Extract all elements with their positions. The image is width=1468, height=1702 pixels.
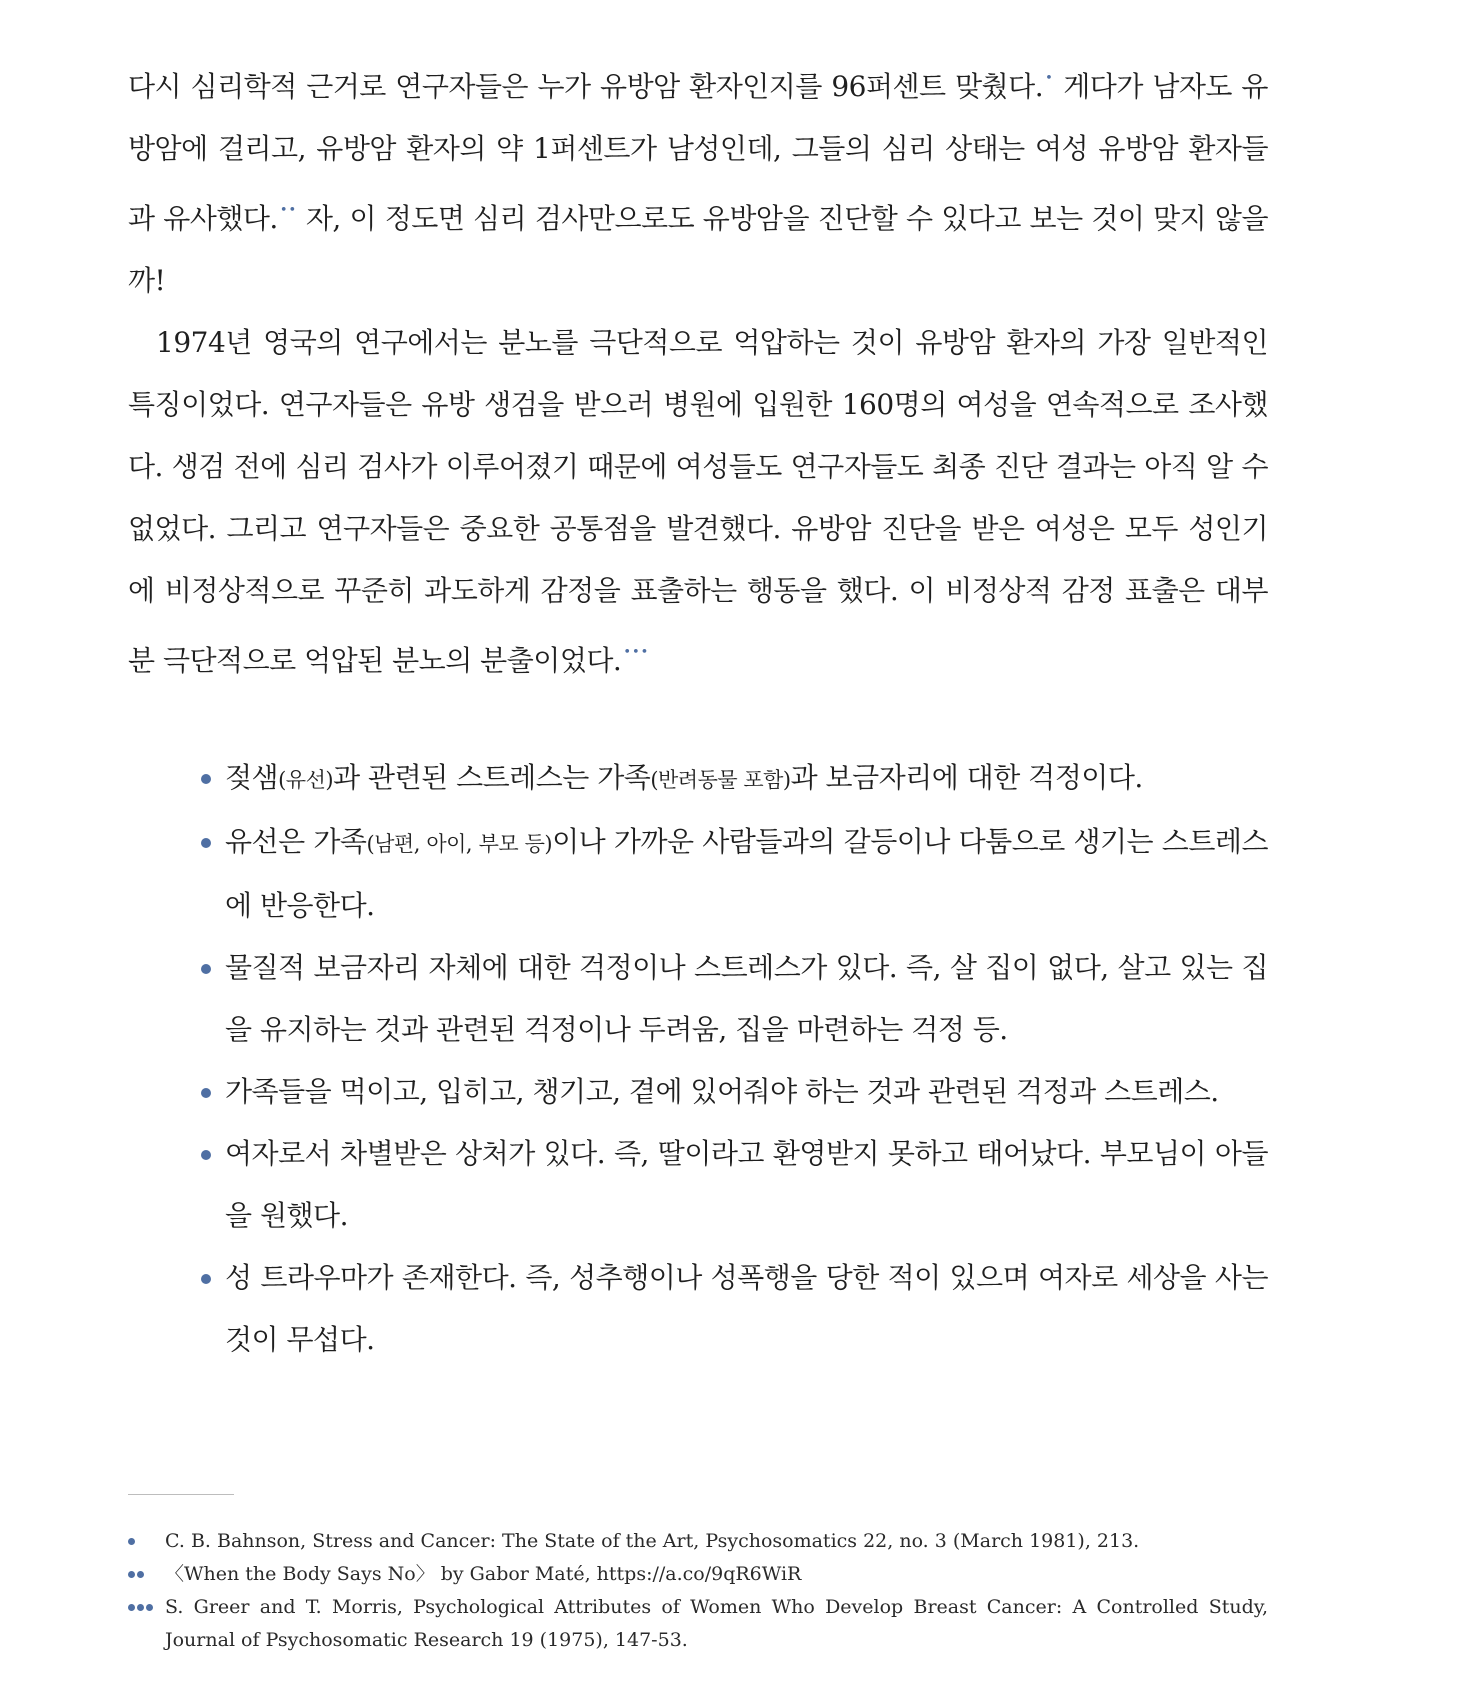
bullet-dot-icon [201,838,211,848]
article-body [128,48,1268,1371]
footnote-ref-1[interactable]: • [1045,71,1054,86]
footnote-dot-icon [128,1571,144,1578]
paragraph-1: 다시 심리학적 근거로 연구자들은 누가 유방암 환자인지를 96퍼센트 맞췄다. • 게다가 남자도 유방암에 걸리고, 유방암 환자의 약 1퍼센트가 남성인데, 그들의 심리 상태는 여성 유방암 환자들과 유사했다. •• 자, 이 정도면 심리 검사만으로도 유방암을 진단할 수 있다고 보는 것이 맞지 않을까! [128,70,1268,297]
footnote-2: 〈When the Body Says No〉 by Gabor Maté, https://a.co/9qR6WiR [128,1558,1268,1591]
list-item: 유선은 가족(남편, 아이, 부모 등)이나 가까운 사람들과의 갈등이나 다툼으로 생기는 스트레스에 반응한다. [225,811,1268,937]
paragraph-2: 1974년 영국의 연구에서는 분노를 극단적으로 억압하는 것이 유방암 환자의 가장 일반적인 특징이었다. 연구자들은 유방 생검을 받으러 병원에 입원한 160명의 여성을 연속적으로 조사했다. 생검 전에 심리 검사가 이루어졌기 때문에 여성들도 연구자들도 최종 진단 결과는 아직 알 수 없었다. 그리고 연구자들은 중요한 공통점을 발견했다. 유방암 진단을 받은 여성은 모두 성인기에 비정상적으로 꾸준히 과도하게 감정을 표출하는 행동을 했다. 이 비정상적 감정 표출은 대부분 극단적으로 억압된 분노의 분출이었다. ••• [128,326,1268,677]
footnote-dot-icon [128,1604,153,1611]
footnotes [128,1525,1268,1657]
list-item: 여자로서 차별받은 상처가 있다. 즉, 딸이라고 환영받지 못하고 태어났다. 부모님이 아들을 원했다. [225,1123,1268,1247]
footnote-divider [128,1494,234,1495]
list-item: 성 트라우마가 존재한다. 즉, 성추행이나 성폭행을 당한 적이 있으며 여자로 세상을 사는 것이 무섭다. [225,1247,1268,1371]
footnote-1: C. B. Bahnson, Stress and Cancer: The State of the Art, Psychosomatics 22, no. 3 (March 1981), 213. [128,1525,1268,1558]
bullet-dot-icon [201,1088,211,1098]
bullet-dot-icon [201,1274,211,1284]
footnote-dot-icon [128,1538,135,1545]
list-item: 가족들을 먹이고, 입히고, 챙기고, 곁에 있어줘야 하는 것과 관련된 걱정과 스트레스. [225,1061,1268,1123]
list-item: 젖샘(유선)과 관련된 스트레스는 가족(반려동물 포함)과 보금자리에 대한 걱정이다. [225,747,1268,811]
footnote-3: S. Greer and T. Morris, Psychological Attributes of Women Who Develop Breast Cancer: A Controlled Study, Journal of Psychosomatic Research 19 (1975), 147-53. [128,1591,1268,1657]
list-item: 물질적 보금자리 자체에 대한 걱정이나 스트레스가 있다. 즉, 살 집이 없다, 살고 있는 집을 유지하는 것과 관련된 걱정이나 두려움, 집을 마련하는 걱정 등. [225,937,1268,1061]
footnote-ref-3[interactable]: ••• [623,645,650,660]
bullet-dot-icon [201,774,211,784]
bullet-list [128,747,1268,1371]
bullet-dot-icon [201,964,211,974]
bullet-dot-icon [201,1150,211,1160]
footnote-ref-2[interactable]: •• [279,203,298,218]
